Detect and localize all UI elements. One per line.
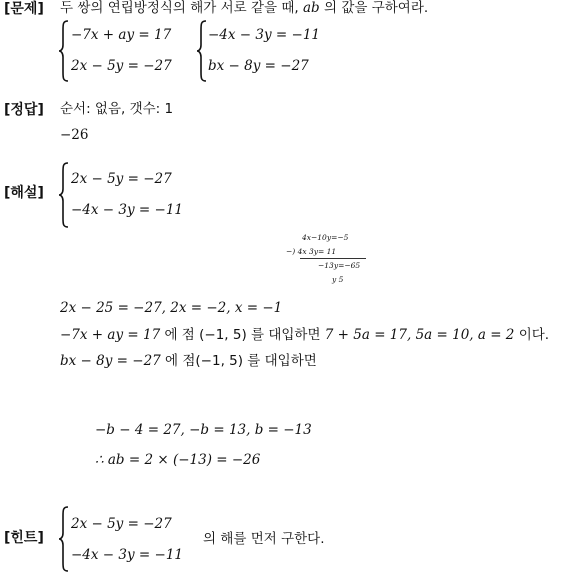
problem-system1-eq1: −7x + ay = 17 [71, 27, 172, 43]
step2-text: 에 점 (−1, 5) 를 대입하면 [160, 327, 325, 343]
step2-tail: 이다. [514, 327, 550, 343]
step3-text: 에 점(−1, 5) 를 대입하면 [160, 353, 317, 369]
problem-system1-eq2: 2x − 5y = −27 [71, 58, 172, 74]
step3-eq: bx − 8y = −27 [60, 353, 161, 369]
hint-label: [힌트] [4, 530, 44, 546]
elim-line2: −) 4x 3y= 11 [286, 247, 337, 256]
elim-line4: y 5 [332, 275, 344, 284]
solution-label: [해설] [4, 185, 44, 201]
elim-rule [300, 258, 366, 259]
problem-label: [문제] [4, 1, 44, 17]
hint-text: 의 해를 먼저 구한다. [203, 531, 325, 547]
elim-line3: −13y=−65 [318, 261, 361, 270]
step2-result: 7 + 5a = 17, 5a = 10, a = 2 [324, 327, 515, 343]
problem-text [60, 2, 428, 16]
elim-line1: 4x−10y=−5 [302, 233, 349, 242]
solution-system-eq2: −4x − 3y = −11 [71, 202, 184, 218]
problem-text-var: ab [303, 0, 320, 16]
solution-system-eq1: 2x − 5y = −27 [71, 171, 172, 187]
problem-text-b: 의 값을 구하여라. [319, 0, 429, 16]
solution-step3 [60, 354, 317, 369]
problem-system2-eq2: bx − 8y = −27 [208, 58, 309, 74]
hint-system-eq2: −4x − 3y = −11 [71, 547, 184, 563]
problem-text-a: 두 쌍의 연립방정식의 해가 서로 같을 때, [60, 0, 303, 16]
answer-value: −26 [60, 127, 89, 143]
brace-icon [58, 162, 70, 228]
solution-step5: ∴ ab = 2 × (−13) = −26 [95, 452, 261, 468]
brace-icon [196, 20, 208, 82]
hint-system-eq1: 2x − 5y = −27 [71, 516, 172, 532]
solution-step2 [60, 328, 549, 343]
step2-eq: −7x + ay = 17 [60, 327, 161, 343]
solution-step1: 2x − 25 = −27, 2x = −2, x = −1 [60, 300, 283, 316]
brace-icon [58, 506, 70, 572]
problem-system2-eq1: −4x − 3y = −11 [208, 27, 321, 43]
brace-icon [58, 20, 70, 82]
answer-line1: 순서: 없음, 갯수: 1 [60, 101, 174, 117]
solution-step4: −b − 4 = 27, −b = 13, b = −13 [95, 422, 312, 438]
answer-label: [정답] [4, 102, 44, 118]
